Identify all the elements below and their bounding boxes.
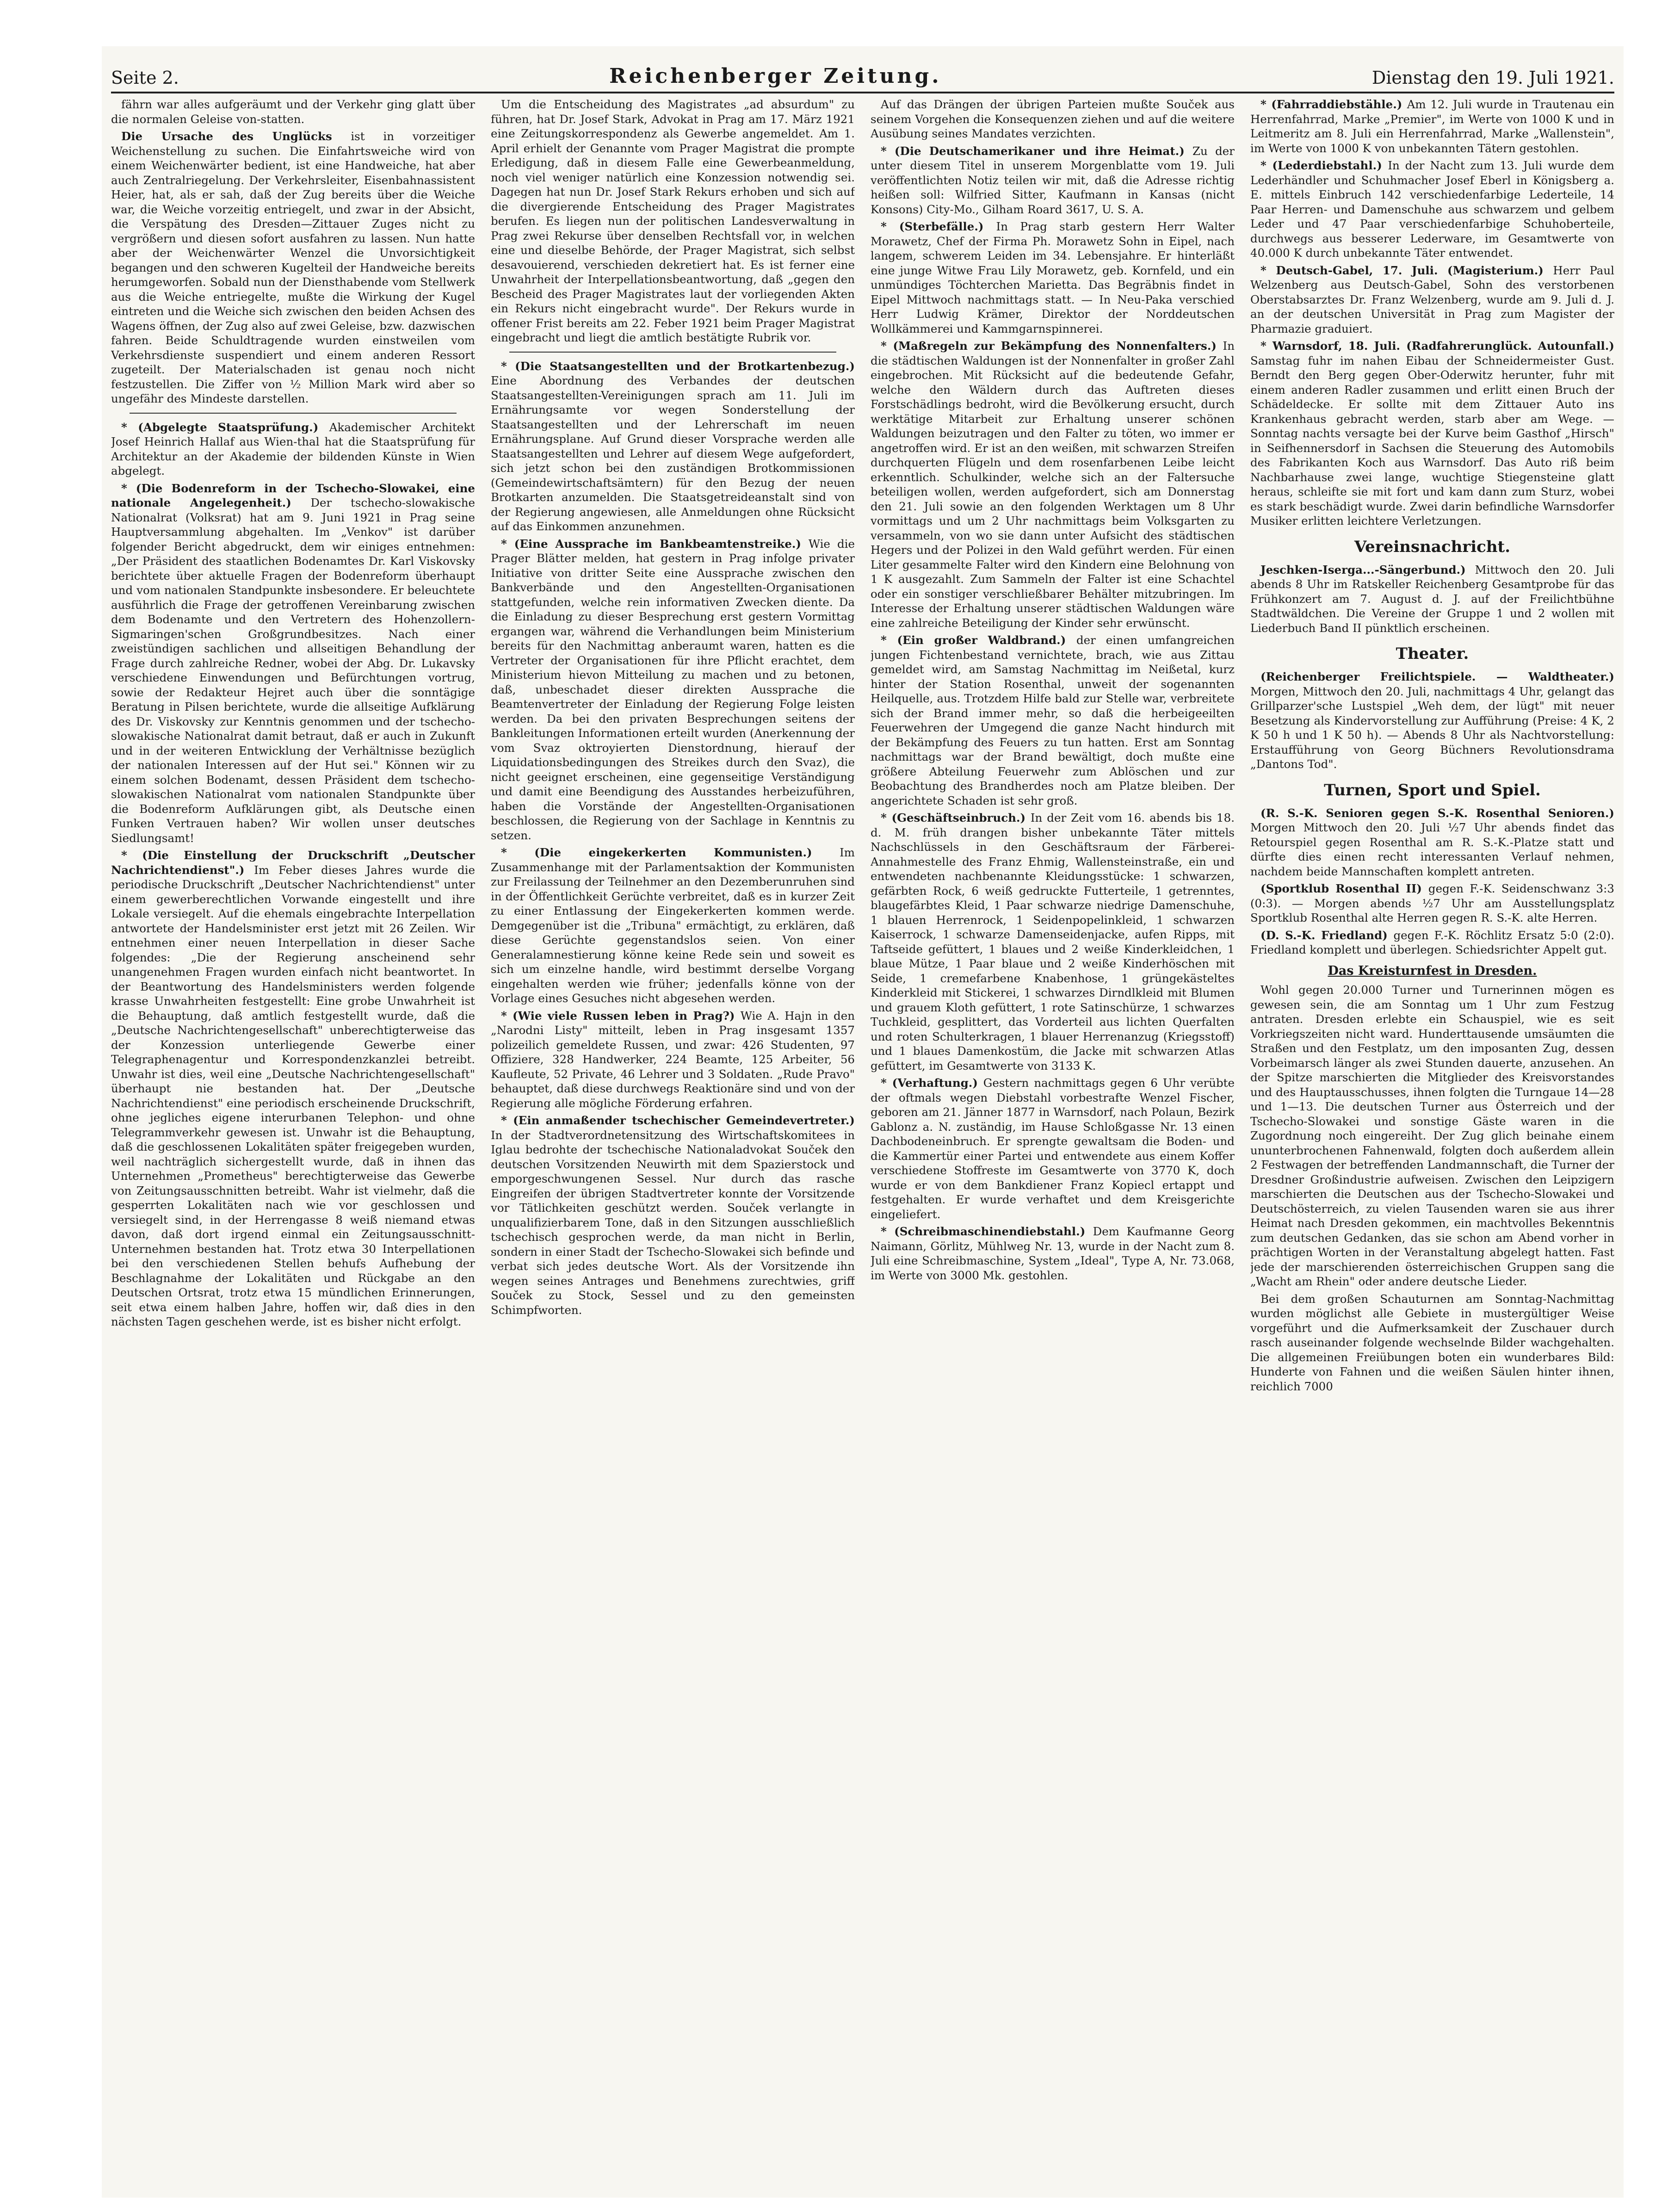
article-paragraph: [111, 129, 475, 406]
article-paragraph: [111, 848, 475, 1329]
article-text: Mittwoch den 20. Juli abends 8 Uhr im Ratskeller Reichenberg Gesamtprobe für das Frühkonzert am 7. August d. J. auf der Freilichtbühne Stadtwäldchen. Die Vereine der Gruppe 1 und 2 wollen mit Liederbuch Band II pünktlich erscheinen.: [1250, 563, 1614, 635]
article-keyword: * (Ein großer Waldbrand.): [881, 633, 1076, 647]
article-keyword: Die Ursache des Unglücks: [121, 130, 351, 143]
article-keyword: (D. S.-K. Friedland): [1260, 928, 1394, 942]
article-keyword: * (Schreibmaschinendiebstahl.): [881, 1225, 1093, 1238]
article-paragraph: [491, 1113, 855, 1317]
column-1: [111, 97, 475, 2188]
article-text: Am 12. Juli wurde in Trautenau ein Herrenfahrrad, Marke „Premier", im Werte von 1000 K und in Leitmeritz am 8. Juli ein Herrenfahrrad, Marke „Wallenstein", im Werte von 1000 K von unbekannten Tätern gestohlen.: [1250, 98, 1614, 155]
article-paragraph: [871, 339, 1235, 630]
article-keyword: * (Die eingekerkerten Kommunisten.): [501, 846, 840, 859]
article-paragraph: [1250, 339, 1614, 528]
article-paragraph: [1250, 928, 1614, 957]
article-paragraph: [871, 1076, 1235, 1221]
article-text: Im Zusammenhange mit der Parlamentsaktion der Kommunisten zur Freilassung der Teilnehmer an den Dezemberunruhen sind in der Öffentlichkeit Gerüchte verbreitet, daß es in kurzer Zeit zu einer Entlassung der Eingekerkerten kommen werde. Demgegenüber ist die „Tribuna" ermächtigt, zu erklären, daß diese Gerüchte gegenstandslos seien. Von einer Generalamnestierung könne keine Rede sein und soweit es sich um einzelne handle, wird bestimmt derselbe Vorgang eingehalten werden wie früher; jedenfalls könne von der Vorlage eines Gesuches nicht abgesehen werden.: [491, 846, 855, 1005]
article-paragraph: [871, 97, 1235, 141]
article-keyword: (Reichenberger Freilichtspiele. — Waldtheater.): [1260, 670, 1614, 683]
column-4: [1250, 97, 1614, 2188]
article-keyword: * (Eine Aussprache im Bankbeamtenstreike.): [501, 537, 809, 551]
column-2: [491, 97, 855, 2188]
article-text: Akademischer Architekt Josef Heinrich Hallaf aus Wien-thal hat die Staatsprüfung für Architektur an der Akademie der bildenden Künste in Wien abgelegt.: [111, 420, 475, 477]
article-paragraph: [1250, 158, 1614, 260]
article-text: Im Feber dieses Jahres wurde die periodische Druckschrift „Deutscher Nachrichtendienst" unter einem gewerberechtlichen Vorwande eingestellt und ihre Lokale versiegelt. Auf die ehemals eingebrachte Interpellation antwortete der Handelsminister erst jetzt mit 26 Zeilen. Wir entnehmen einer neuen Interpellation in dieser Sache folgendes: „Die der Regierung anscheinend sehr unangenehmen Fragen wurden einfach nicht beantwortet. In der Beantwortung des Handelsministers werden folgende krasse Unwahrheiten festgestellt: Eine grobe Unwahrheit ist die Behauptung, daß amtlich festgestellt wurde, daß die „Deutsche Nachrichtengesellschaft" unberechtigterweise das der Konzession unterliegende Gewerbe einer Telegraphenagentur und Korrespondenzkanzlei betreibt. Unwahr ist dies, weil eine „Deutsche Nachrichtengesellschaft" überhaupt nie bestanden hat. Der „Deutsche Nachrichtendienst" eine periodisch erscheinende Druckschrift, ohne jegliches eigene interurbanen Telephon- und ohne Telegrammverkehr gewesen ist. Unwahr ist die Behauptung, daß die geschlossenen Lokalitäten später freigegeben wurden, weil nachträglich sichergestellt wurde, daß in ihnen das Unternehmen „Prometheus" berechtigterweise das Gewerbe von Zeitungsausschnitten betreibt. Wahr ist vielmehr, daß die gesperrten Lokalitäten nach wie vor geschlossen und versiegelt sind, in der Herrengasse 8 weiß niemand etwas davon, daß dort irgend einmal ein Zeitungsausschnitt-Unternehmen bestanden hat. Trotz etwa 30 Interpellationen bei den verschiedenen Stellen behufs Aufhebung der Beschlagnahme der Lokalitäten und Rückgabe an den Deutschen Ortsrat, trotz etwa 15 mündlichen Erinnerungen, seit etwa einem halben Jahre, hoffen wir, daß dies in den nächsten Tagen geschehen werde, ist es bisher nicht erfolgt.: [111, 863, 475, 1328]
rule-divider: [509, 352, 836, 353]
article-text: gegen F.-K. Seidenschwanz 3:3 (0:3). — Morgen abends ½7 Uhr am Ausstellungsplatz Sportklub Rosenthal alte Herren gegen R. S.-K. alte Herren.: [1250, 882, 1614, 924]
article-paragraph: [491, 97, 855, 345]
article-text: Wie A. Hajn in den „Narodni Listy" mitteilt, leben in Prag insgesamt 1357 polizeilich gemeldete Russen, und zwar: 426 Studenten, 97 Offiziere, 328 Handwerker, 224 Beamte, 125 Arbeiter, 56 Kaufleute, 52 Private, 46 Lehrer und 3 Soldaten. „Rude Pravo" behauptet, daß diese durchwegs Reaktionäre sind und von der Regierung alle mögliche Förderung erfahren.: [491, 1009, 855, 1110]
article-paragraph: [871, 811, 1235, 1073]
article-text: ist in vorzeitiger Weichenstellung zu suchen. Die Einfahrtsweiche wird von einem Weichenwärter bedient, ist eine Handweiche, hat aber auch Zentralriegelung. Der Verkehrsleiter, Eisenbahnassistent Heier, hat, als er sah, daß der Zug bereits über die Weiche war, die Weiche vorzeitig entriegelt, und zwar in der Absicht, die Verspätung des Dresden—Zittauer Zuges nicht zu vergrößern und diesen sofort ausfahren zu lassen. Nun hatte aber der Weichenwärter Wenzel die Unvorsichtigkeit begangen und den schweren Kugelteil der Handweiche bereits herumgeworfen. Sobald nun der Diensthabende vom Stellwerk aus die Weiche entriegelte, mußte die Wirkung der Kugel eintreten und die Weiche sich zwischen den beiden Achsen des Wagens öffnen, der Zug also auf zwei Geleise, bzw. dazwischen fahren. Beide Schuldtragende wurden einstweilen vom Verkehrsdienste suspendiert und einem anderen Ressort zugeteilt. Der Materialschaden ist genau noch nicht festzustellen. Die Ziffer von ½ Million Mark wird aber so ungefähr des Mindeste darstellen.: [111, 130, 475, 405]
article-paragraph: [1250, 983, 1614, 1289]
article-text: Herr Paul Welzenberg aus Deutsch-Gabel, Sohn des verstorbenen Oberstabsarztes Dr. Franz Welzenberg, wurde am 9. Juli d. J. an der deutschen Universität in Prag zum Magister der Pharmazie graduiert.: [1250, 263, 1614, 335]
section-heading: Vereinsnachricht.: [1354, 537, 1511, 556]
article-paragraph: [491, 845, 855, 1006]
article-keyword: * (Abgelegte Staatsprüfung.): [121, 420, 329, 434]
section-heading: Das Kreisturnfest in Dresden.: [1328, 963, 1537, 978]
article-keyword: * (Die Einstellung der Druckschrift „Deutscher Nachrichtendienst".): [111, 849, 475, 877]
article-keyword: * (Die Deutschamerikaner und ihre Heimat.): [881, 144, 1192, 158]
article-keyword: (R. S.-K. Senioren gegen S.-K. Rosenthal Senioren.): [1260, 806, 1614, 820]
article-keyword: * (Wie viele Russen leben in Prag?): [501, 1009, 741, 1022]
masthead: Reichenberger Zeitung.: [609, 64, 942, 88]
article-text: Wohl gegen 20.000 Turner und Turnerinnen mögen es gewesen sein, die am Sonntag um 1 Uhr zum Festzug antraten. Dresden erlebte ein Schauspiel, wie es seit Vorkriegszeiten nicht ward. Hunderttausende umsäumten die Straßen und den Festplatz, um den imposanten Zug, dessen Vorbeimarsch länger als zwei Stunden dauerte, anzusehen. An der Spitze marschierten die Mitglieder des Kreisvorstandes und des Hauptausschusses, ihnen folgten die Turngaue 14—28 und 1—13. Die deutschen Turner aus Österreich und der Tschecho-Slowakei und sonstige Gäste waren in die Zugordnung noch eingereiht. Der Zug glich beinahe einem ununterbrochenen Fahnenwald, folgten doch außerdem allein 2 Festwagen der betreffenden Landmannschaft, die Turner der Dresdner Großindustrie aufweisen. Zwischen den Leipzigern marschierten die Deutschen aus der Tschecho-Slowakei und Deutschösterreich, zu vielen Tausenden waren sie aus ihrer Heimat nach Dresden gekommen, ein machtvolles Bekenntnis zum deutschen Gedanken, das sie schon am Abend vorher in prächtigen Worten in der Veranstaltung abgelegt hatten. Fast jede der marschierenden österreichischen Gruppen sang die „Wacht am Rhein" oder andere deutsche Lieder.: [1250, 983, 1614, 1288]
section-heading: Turnen, Sport und Spiel.: [1324, 781, 1541, 799]
article-paragraph: [491, 1009, 855, 1111]
article-keyword: * (Fahrraddiebstähle.): [1260, 98, 1407, 111]
article-text: In der Zeit vom 16. abends bis 18. d. M. früh drangen bisher unbekannte Täter mittels Nachschlüssels in den Geschäftsraum der Färberei-Annahmestelle des Franz Ehmig, Wallensteinstraße, ein und entwendeten nachbenannte Kleidungsstücke: 1 schwarzen, gefärbten Rock, 6 weiß gedruckte Futterteile, 1 getrenntes, blaugefärbtes Kleid, 1 Paar schwarze niedrige Damenschuhe, 1 blauen Herrenrock, 1 Seidenpopelinkleid, 1 schwarzen Kaiserrock, 1 schwarze Damenseidenjacke, aufen Ripps, mit Taftseide gefüttert, 1 blaues und 2 weiße Kinderkleidchen, 1 blaue Mütze, 1 Paar blaue und 2 weiße Kinderhöschen mit Seide, 1 cremefarbene Knabenhose, 1 grüngekästeltes Kinderkleid mit Stickerei, 1 schwarzes Dirndlkleid mit Blumen und grauem Kloth gefüttert, 1 rote Satinschürze, 1 schwarzes Tuchkleid, gesplittert, das Vorderteil aus lichten Querfalten und roten Schulterkragen, 1 blauer Herrenanzug (Kriegsstoff) und 1 blaues Damenkostüm, die Jacke mit schwarzen Atlas gefüttert, im Gesamtwerte von 3133 K.: [871, 811, 1235, 1072]
article-text: In Prag starb gestern Herr Walter Morawetz, Chef der Firma Ph. Morawetz Sohn in Eipel, nach langem, schwerem Leiden im 34. Lebensjahre. Er hinterläßt eine junge Witwe Frau Lily Morawetz, geb. Kornfeld, und ein unmündiges Töchterchen Marietta. Das Begräbnis findet in Eipel Mittwoch nachmittags statt. — In Neu-Paka verschied Herr Ludwig Krämer, Direktor der Norddeutschen Wollkämmerei und Kammgarnspinnerei.: [871, 220, 1235, 335]
article-text: Gestern nachmittags gegen 6 Uhr verübte der oftmals wegen Diebstahl vorbestrafte Wenzel Fischer, geboren am 21. Jänner 1877 in Warnsdorf, nach Polaun, Bezirk Gablonz a. N. zuständig, im Hause Schloßgasse Nr. 13 einen Dachbodeneinbruch. Er sprengte gewaltsam die Boden- und die Kammertür einer Partei und entwendete aus einem Koffer verschiedene Stoffreste im Gesamtwerte von 3770 K, doch wurde er von dem Bankdiener Franz Kopiecl ertappt und festgehalten. Er wurde verhaftet und dem Kreisgerichte eingeliefert.: [871, 1076, 1235, 1221]
article-paragraph: [871, 219, 1235, 336]
article-text: In der Stadtverordnetensitzung des Wirtschaftskomitees in Iglau bedrohte der tschechische Nationaladvokat Souček den deutschen Vorsitzenden Neuwirth mit dem Spazierstock und emporgeschwungenen Sessel. Nur durch das rasche Eingreifen der übrigen Stadtvertreter konnte der Vorsitzende vor Tätlichkeiten geschützt werden. Souček verlangte in unqualifizierbarem Tone, daß in den Sitzungen ausschließlich tschechisch gesprochen werde, da man nicht in Berlin, sondern in einer Stadt der Tschecho-Slowakei sich befinde und verbat sich jedes deutsche Wort. Als der Vorsitzende ihn wegen seines Antrages und Benehmens zurechtwies, griff Souček zu Stock, Sessel und zu den gemeinsten Schimpfworten.: [491, 1128, 855, 1317]
column-3: [871, 97, 1235, 2188]
article-text: Morgen, Mittwoch den 20. Juli, nachmittags 4 Uhr, gelangt das Grillparzer'sche Lustspiel „Weh dem, der lügt" mit neuer Besetzung als Kindervorstellung zur Aufführung (Preise: 4 K, 2 K 50 h und 1 K 50 h). — Abends 8 Uhr als Nachtvorstellung: Erstaufführung von Georg Büchners Revolutionsdrama „Dantons Tod".: [1250, 684, 1614, 771]
article-text: In der Nacht zum 13. Juli wurde dem Lederhändler und Schuhmacher Josef Eberl in Königsberg a. E. mittels Einbruch 142 verschiedenfarbige Lederteile, 14 Paar Herren- und Damenschuhe aus schwarzem und gelbem Leder und 47 Paar verschiedenfarbige Schuhoberteile, durchwegs aus besserer Lederware, im Gesamtwerte von 40.000 K durch unbekannte Täter entwendet.: [1250, 159, 1614, 260]
article-keyword: * Deutsch-Gabel, 17. Juli. (Magisterium.): [1260, 263, 1553, 277]
section-heading: Theater.: [1396, 644, 1469, 663]
article-keyword: * (Die Bodenreform in der Tschecho-Slowakei, eine nationale Angelegenheit.): [111, 481, 475, 509]
article-keyword: * (Ein anmaßender tschechischer Gemeindevertreter.): [501, 1114, 855, 1127]
article-paragraph: [111, 481, 475, 846]
article-paragraph: [1250, 669, 1614, 772]
article-paragraph: [871, 1224, 1235, 1283]
article-text: In die städtischen Waldungen ist der Nonnenfalter in großer Zahl eingebrochen. Mit Rücksicht auf die bedeutende Gefahr, welche den Wäldern durch das Auftreten dieses Forstschädlings bedroht, wird die Bevölkerung ersucht, durch werktätige Mitarbeit zur Erhaltung unserer schönen Waldungen beizutragen und den Falter zu töten, wo immer er angetroffen wird. Er ist an den weißen, mit schwarzen Streifen durchquerten Flügeln und dem rosenfarbenen Leibe leicht erkenntlich. Schulkinder, welche sich an der Faltersuche beteiligen wollen, werden aufgefordert, sich am Donnerstag den 21. Juli sowie an den folgenden Werktagen um 8 Uhr vormittags und um 2 Uhr nachmittags beim Volksgarten zu versammeln, von wo sie dann unter Aufsicht des städtischen Hegers und der Polizei in den Wald geführt werden. Für einen Liter gesammelte Falter wird den Kindern eine Belohnung von 1 K ausgezahlt. Zum Sammeln der Falter ist eine Schachtel oder ein sonstiger verschließbarer Behälter mitzubringen. Im Interesse der Erhaltung unserer städtischen Waldungen wäre eine zahlreiche Beteiligung der Kinder sehr erwünscht.: [871, 339, 1235, 630]
article-text: gegen F.-K. Röchlitz Ersatz 5:0 (2:0). Friedland komplett und überlegen. Schiedsrichter Appelt gut.: [1250, 928, 1614, 956]
article-keyword: * (Sterbefälle.): [881, 220, 996, 233]
article-paragraph: [1250, 563, 1614, 636]
page-number: Seite 2.: [111, 68, 179, 88]
article-text: Zu der unter diesem Titel in unserem Morgenblatte vom 19. Juli veröffentlichten Notiz teilen wir mit, daß die Adresse richtig heißen soll: Wilfried Sitter, Kaufmann in Kansas (nicht Konsons) City-Mo., Gilham Roard 3617, U. S. A.: [871, 144, 1235, 216]
article-text: Um die Entscheidung des Magistrates „ad absurdum" zu führen, hat Dr. Josef Stark, Advokat in Prag am 17. März 1921 eine Zeitungskorrespondenz als Gewerbe angemeldet. Am 1. April erhielt der Genannte vom Prager Magistrat die prompte Erledigung, daß in diesem Falle eine Gewerbeanmeldung, noch viel weniger natürlich eine Konzession notwendig sei. Dagegen hat nun Dr. Josef Stark Rekurs erhoben und sich auf die divergierende Entscheidung des Prager Magistrates berufen. Es liegen nun der politischen Landesverwaltung in Prag zwei Rekurse über denselben Rechtsfall vor, in welchen eine und dieselbe Behörde, der Prager Magistrat, sich selbst desavouierend, verschieden dekretiert hat. Es ist ferner eine Unwahrheit der Interpellationsbeantwortung, daß „gegen den Bescheid des Prager Magistrates laut der vorliegenden Akten ein Rekurs nicht eingebracht wurde". Der Rekurs wurde in offener Frist bereits am 22. Feber 1921 beim Prager Magistrat eingebracht und liegt die amtlich bestätigte Rubrik vor.: [491, 98, 855, 344]
article-paragraph: [1250, 97, 1614, 155]
article-paragraph: [491, 537, 855, 843]
article-paragraph: [111, 420, 475, 478]
article-text: Der tschecho-slowakische Nationalrat (Volksrat) hat am 9. Juni 1921 in Prag seine Hauptversammlung abgehalten. Im „Venkov" ist darüber folgender Bericht abgedruckt, dem wir einiges entnehmen: „Der Präsident des staatlichen Bodenamtes Dr. Karl Viskovsky berichtete über aktuelle Fragen der Bodenreform überhaupt und vom nationalen Standpunkte insbesondere. Er beleuchtete ausführlich die Frage der getroffenen Vereinbarung zwischen dem Bodenamte und den Vertretern des Hohenzollern-Sigmaringen'schen Großgrundbesitzes. Nach einer zweistündigen sachlichen und allseitigen Behandlung der Frage durch zahlreiche Redner, wobei der Abg. Dr. Lukavsky verschiedene Einwendungen und Befürchtungen vortrug, sowie der Redakteur Hejret auch über die sonntägige Beratung in Pilsen berichtete, wurde die allseitige Aufklärung des Dr. Viskovsky zur Kenntnis genommen und der tschecho-slowakische Nationalrat damit betraut, daß er auch in Zukunft und in der weiteren Entwicklung der Verhältnisse bezüglich der nationalen Interessen auf der Hut sei." Können wir zu einem solchen Bodenamt, dessen Präsident dem tschecho-slowakischen Nationalrat vom nationalen Standpunkte über die Bodenreform Aufklärungen gibt, als Deutsche einen Funken Vertrauen haben? Wir wollen unser deutsches Siedlungsamt!: [111, 496, 475, 845]
article-paragraph: [1250, 263, 1614, 336]
rule-divider: [130, 413, 457, 414]
article-paragraph: [1250, 1292, 1614, 1394]
article-text: Samstag fuhr im nahen Eibau der Schneidermeister Gust. Berndt den Berg gegen Ober-Oderwitz herunter, fuhr mit einem anderen Radler zusammen und erlitt einen Bruch der Schädeldecke. Er sollte mit dem Zittauer Auto ins Krankenhaus gebracht werden, starb aber am Wege. — Sonntag nachts versagte bei der Kurve beim Gasthof „Hirsch" in Seifhennersdorf in Sachsen die Steuerung des Automobils des Fabrikanten Koch aus Warnsdorf. Das Auto riß beim Nachbarhause zwei lange, wuchtige Stiegensteine glatt heraus, schleifte sie mit fort und kam dann zum Sturz, wobei es stark beschädigt wurde. Zwei darin befindliche Warnsdorfer Musiker erlitten leichtere Verletzungen.: [1250, 353, 1614, 527]
article-keyword: * (Verhaftung.): [881, 1076, 983, 1090]
article-paragraph: [111, 97, 475, 126]
article-keyword: * (Geschäftseinbruch.): [881, 811, 1031, 824]
article-paragraph: [1250, 881, 1614, 925]
article-keyword: * Warnsdorf, 18. Juli. (Radfahrerunglück. Autounfall.): [1260, 339, 1614, 353]
issue-date: Dienstag den 19. Juli 1921.: [1371, 68, 1614, 88]
article-keyword: * (Die Staatsangestellten und der Brotkartenbezug.): [501, 359, 855, 373]
article-keyword: Jeschken-Iserga...-Sängerbund.): [1260, 563, 1475, 576]
article-text: fährn war alles aufgeräumt und der Verkehr ging glatt über die normalen Geleise von-statten.: [111, 98, 475, 126]
article-text: der einen umfangreichen jungen Fichtenbestand vernichtete, brach, wie aus Zittau gemeldet wird, am Samstag Nachmittag im Neißetal, kurz hinter der Station Rosenthal, unweit der sogenannten Heilquelle, aus. Trotzdem Hilfe bald zur Stelle war, verbreitete sich der Brand immer mehr, so daß die herbeigeeilten Feuerwehren der Umgegend die ganze Nacht hindurch mit der Bekämpfung des Feuers zu tun hatten. Erst am Sonntag nachmittags war der Brand bewältigt, doch mußte eine größere Abteilung Feuerwehr zum Ablöschen und zur Beobachtung des Brandherdes noch am Platze bleiben. Der angerichtete Schaden ist sehr groß.: [871, 633, 1235, 807]
article-paragraph: [871, 144, 1235, 217]
article-paragraph: [1250, 806, 1614, 879]
article-text: Bei dem großen Schauturnen am Sonntag-Nachmittag wurden möglichst alle Gebiete in mustergültiger Weise vorgeführt und die Aufmerksamkeit der Zuschauer durch rasch auseinander folgende wechselnde Bilder wachgehalten. Die allgemeinen Freiübungen boten ein wunderbares Bild: Hunderte von Fahnen und die weißen Säulen hinter ihnen, reichlich 7000: [1250, 1292, 1614, 1393]
article-paragraph: [871, 633, 1235, 808]
newspaper-page: [102, 46, 1624, 2198]
article-text: Morgen Mittwoch den 20. Juli ½7 Uhr abends findet das Retourspiel gegen Rosenthal am R. S.-K.-Platze statt und dürfte dies einen recht interessanten Verlauf nehmen, nachdem beide Mannschaften komplett antreten.: [1250, 821, 1614, 878]
article-text: Wie die Prager Blätter melden, hat gestern in Prag infolge privater Initiative von dritter Seite eine Aussprache zwischen den Bankverbände und den Angestellten-Organisationen stattgefunden, welche rein informativen Zwecken diente. Da die Einladung zu dieser Besprechung erst gestern Vormittag ergangen war, während die Verhandlungen beim Ministerium bereits für den Nachmittag anberaumt waren, hatten es die Vertreter der Organisationen für ihre Pflicht erachtet, dem Ministerium hievon Mitteilung zu machen und zu betonen, daß, unbeschadet dieser direkten Aussprache die Beamtenvertreter der Einladung der Regierung Folge leisten werden. Da bei den privaten Besprechungen seitens der Bankleitungen Informationen erteilt wurden (Anerkennung der vom Svaz oktroyierten Dienstordnung, hierauf der Liquidationsbedingungen des Streikes durch den Svaz), die nicht geeignet erscheinen, eine gegenseitige Verständigung und damit eine Beendigung des Ausstandes herbeizuführen, haben die Vorstände der Angestellten-Organisationen beschlossen, die Regierung von der Sachlage in Kenntnis zu setzen.: [491, 537, 855, 842]
article-text: Auf das Drängen der übrigen Parteien mußte Souček aus seinem Vorgehen die Konsequenzen ziehen und auf die weitere Ausübung seines Mandates verzichten.: [871, 98, 1235, 140]
page-header: [111, 56, 1614, 93]
article-text: Dem Kaufmanne Georg Naimann, Görlitz, Mühlweg Nr. 13, wurde in der Nacht zum 8. Juli eine Schreibmaschine, System „Ideal", Type A, Nr. 73.068, im Werte von 3000 Mk. gestohlen.: [871, 1225, 1235, 1282]
article-keyword: (Sportklub Rosenthal II): [1260, 882, 1428, 895]
article-paragraph: [491, 359, 855, 534]
article-keyword: * (Maßregeln zur Bekämpfung des Nonnenfalters.): [881, 339, 1223, 353]
article-text: Eine Abordnung des Verbandes der deutschen Staatsangestellten-Vereinigungen sprach am 11. Juli im Ernährungsamte vor wegen Sonderstellung der Staatsangestellten und der Lehrerschaft im neuen Ernährungsplane. Auf Grund dieser Vorsprache werden alle Staatsangestellten und Lehrer auf diesem Wege aufgefordert, sich jetzt schon bei den zuständigen Brotkommissionen (Gemeindewirtschaftsämtern) für den Bezug der neuen Brotkarten anzumelden. Die Staatsgetreideanstalt sind von der Regierung angewiesen, alle Anmeldungen ohne Rücksicht auf das Einkommen anzunehmen.: [491, 374, 855, 533]
text-columns: [111, 97, 1614, 2188]
article-keyword: * (Lederdiebstahl.): [1260, 159, 1388, 172]
